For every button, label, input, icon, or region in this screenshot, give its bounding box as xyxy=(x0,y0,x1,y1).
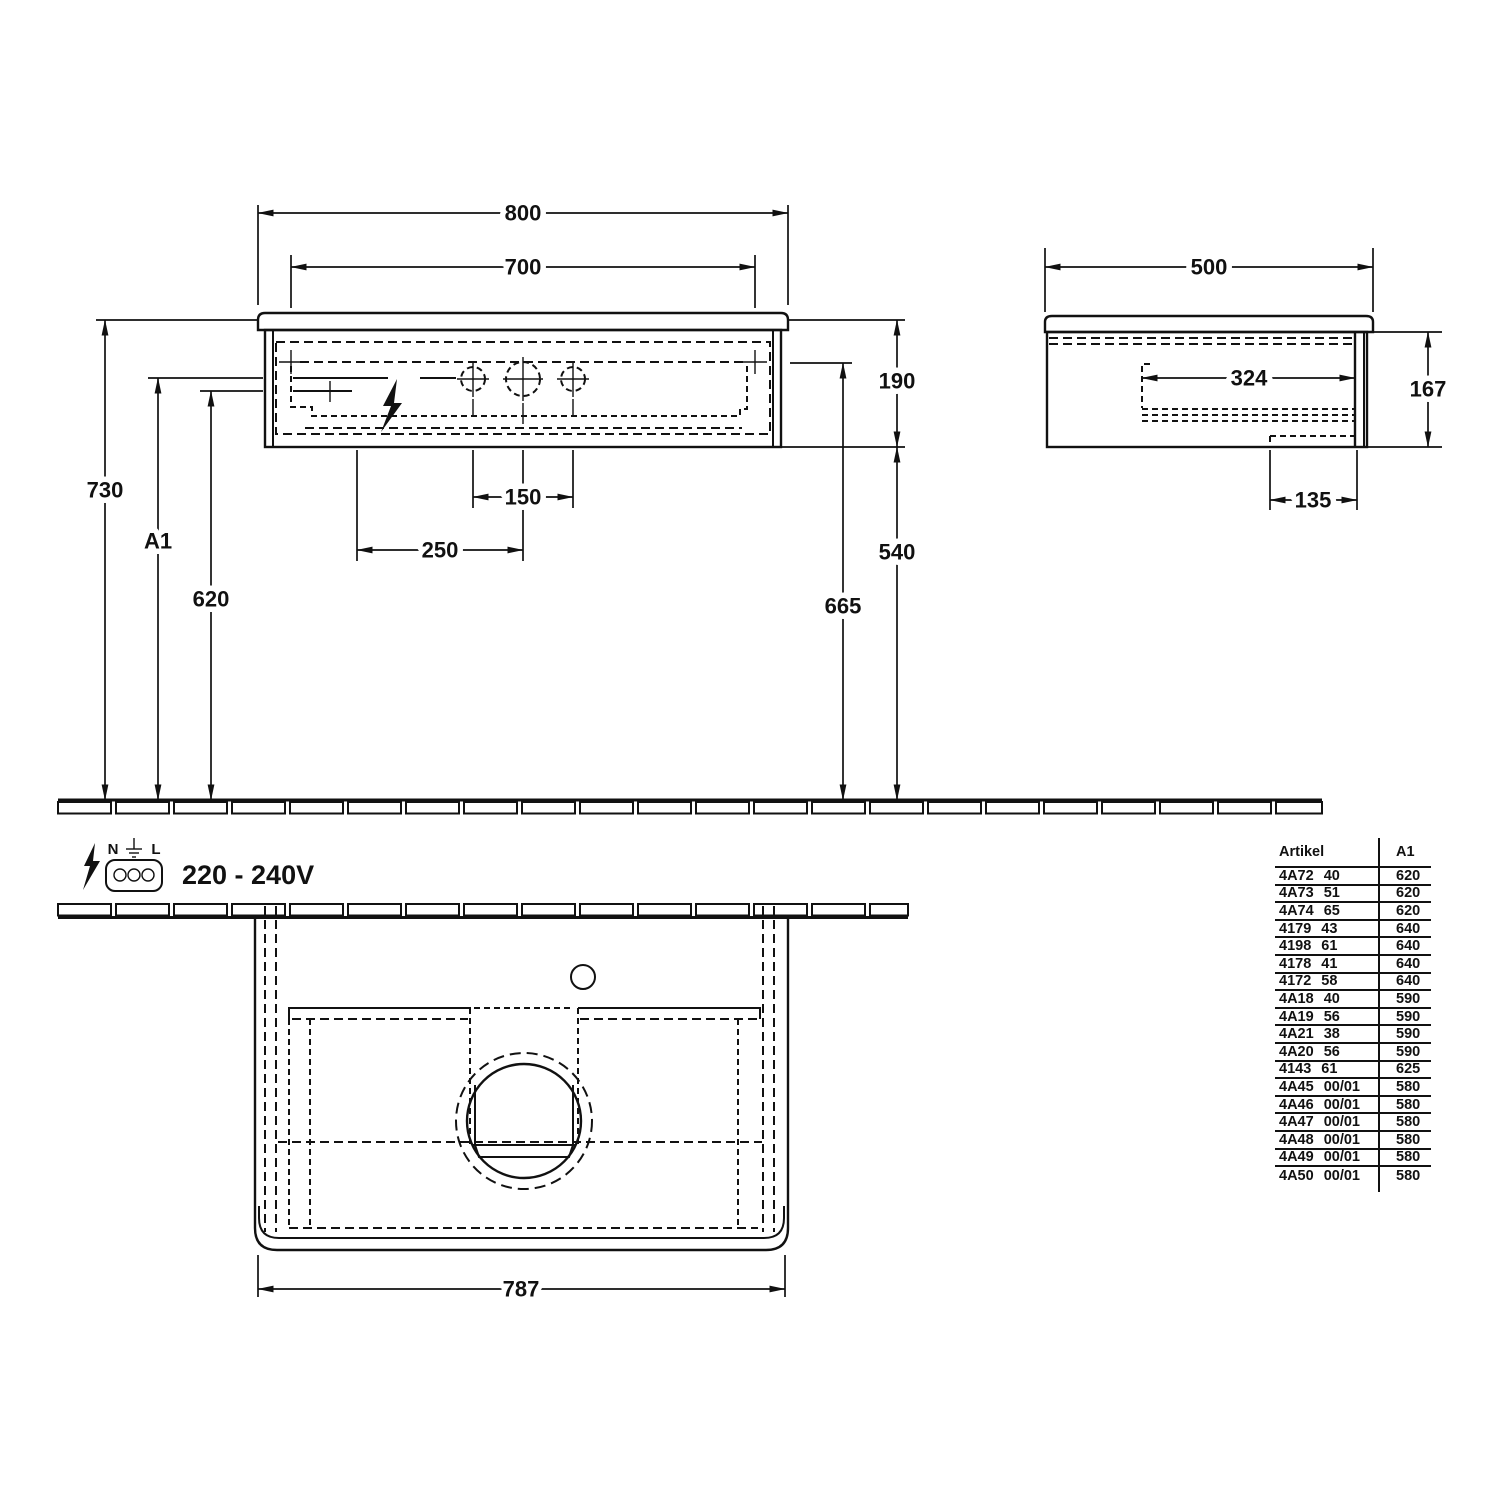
tile xyxy=(638,802,691,814)
tile xyxy=(290,802,343,814)
front-countertop xyxy=(258,313,788,330)
drain-outline xyxy=(475,1145,573,1157)
a1-value-cell: 580 xyxy=(1396,1149,1421,1166)
tile xyxy=(232,904,285,916)
dim-a1-label: A1 xyxy=(143,528,173,554)
table-row xyxy=(1275,1079,1431,1097)
lightning-bolt-icon xyxy=(381,379,402,432)
voltage-label: 220 - 240V xyxy=(182,860,315,890)
a1-value-cell: 580 xyxy=(1396,1114,1421,1131)
wall-tile-band xyxy=(58,904,908,918)
table-row xyxy=(1275,956,1431,974)
power-lightning-icon xyxy=(83,843,100,890)
dim-787-label: 787 xyxy=(502,1276,540,1302)
table-body xyxy=(1275,868,1431,1185)
tile xyxy=(58,802,111,814)
dim-135-label: 135 xyxy=(1294,487,1332,513)
a1-value-cell: 640 xyxy=(1396,920,1421,937)
table-column-divider xyxy=(1378,838,1380,1192)
table-row xyxy=(1275,1167,1431,1185)
tap-hole-right xyxy=(557,363,589,416)
dim-250-label: 250 xyxy=(421,537,459,563)
table-row xyxy=(1275,868,1431,886)
article-cell: 4A48 00/01 xyxy=(1279,1131,1360,1148)
dimension-lines xyxy=(105,213,1428,1289)
table-row xyxy=(1275,991,1431,1009)
dim-150-label: 150 xyxy=(504,484,542,510)
tap-hole-center xyxy=(503,357,543,424)
table-row xyxy=(1275,1114,1431,1132)
basin xyxy=(456,1008,592,1189)
tile xyxy=(812,904,865,916)
dim-540-label: 540 xyxy=(878,539,916,565)
table-row xyxy=(1275,938,1431,956)
tile xyxy=(870,904,908,916)
dim-665-label: 665 xyxy=(824,593,862,619)
table-row xyxy=(1275,886,1431,904)
a1-value-cell: 580 xyxy=(1396,1131,1421,1148)
tile xyxy=(580,904,633,916)
floor-tile-band xyxy=(58,800,1322,814)
tile xyxy=(116,802,169,814)
a1-value-cell: 620 xyxy=(1396,902,1421,919)
dim-700-label: 700 xyxy=(504,254,542,280)
tile xyxy=(406,802,459,814)
tile xyxy=(406,904,459,916)
article-cell: 4A46 00/01 xyxy=(1279,1096,1360,1113)
dim-324-label: 324 xyxy=(1230,365,1268,391)
tile xyxy=(1276,802,1322,814)
article-cell: 4172 58 xyxy=(1279,973,1338,990)
plan-cabinet-outline xyxy=(255,918,788,1250)
dim-190-label: 190 xyxy=(878,368,916,394)
power-socket-icon xyxy=(106,860,162,891)
tile xyxy=(1160,802,1213,814)
article-cell: 4A49 00/01 xyxy=(1279,1149,1360,1166)
tile xyxy=(812,802,865,814)
a1-value-cell: 590 xyxy=(1396,1008,1421,1025)
a1-value-cell: 580 xyxy=(1396,1078,1421,1095)
dim-167-label: 167 xyxy=(1409,376,1447,402)
table-row xyxy=(1275,1009,1431,1027)
a1-value-cell: 620 xyxy=(1396,885,1421,902)
tile xyxy=(1044,802,1097,814)
power-symbol xyxy=(83,838,314,891)
article-cell: 4A45 00/01 xyxy=(1279,1078,1360,1095)
article-cell: 4A18 40 xyxy=(1279,990,1340,1007)
a1-value-cell: 580 xyxy=(1396,1167,1421,1184)
tile xyxy=(870,802,923,814)
tile xyxy=(174,802,227,814)
table-header-artikel: Artikel xyxy=(1279,844,1325,860)
basin-hidden-circle xyxy=(456,1053,592,1189)
dim-620-label: 620 xyxy=(192,586,230,612)
tap-hole-left xyxy=(457,363,489,416)
article-cell: 4198 61 xyxy=(1279,938,1338,955)
tile xyxy=(1218,802,1271,814)
tile xyxy=(696,904,749,916)
tile xyxy=(58,904,111,916)
tile xyxy=(638,904,691,916)
article-cell: 4143 61 xyxy=(1279,1061,1338,1078)
tile xyxy=(696,802,749,814)
article-cell: 4A74 65 xyxy=(1279,902,1340,919)
basin-circle xyxy=(467,1064,581,1178)
side-countertop xyxy=(1045,316,1373,332)
table-row xyxy=(1275,921,1431,939)
article-cell: 4A47 00/01 xyxy=(1279,1114,1360,1131)
table-header-row xyxy=(1275,838,1431,868)
table-row xyxy=(1275,1097,1431,1115)
article-cell: 4A73 51 xyxy=(1279,885,1340,902)
article-cell: 4179 43 xyxy=(1279,920,1338,937)
a1-value-cell: 580 xyxy=(1396,1096,1421,1113)
article-cell: 4A21 38 xyxy=(1279,1026,1340,1043)
a1-value-cell: 590 xyxy=(1396,1043,1421,1060)
tile xyxy=(232,802,285,814)
tile xyxy=(464,802,517,814)
a1-value-cell: 620 xyxy=(1396,867,1421,884)
table-row xyxy=(1275,1150,1431,1168)
dim-800-label: 800 xyxy=(504,200,542,226)
a1-value-cell: 640 xyxy=(1396,955,1421,972)
table-row xyxy=(1275,1062,1431,1080)
tile xyxy=(986,802,1039,814)
table-header-a1: A1 xyxy=(1396,844,1415,860)
a1-value-cell: 590 xyxy=(1396,1026,1421,1043)
tile xyxy=(522,802,575,814)
tile xyxy=(348,802,401,814)
table-row xyxy=(1275,1044,1431,1062)
ground-icon xyxy=(126,838,142,857)
tile xyxy=(522,904,575,916)
tile xyxy=(116,904,169,916)
article-cell: 4A72 40 xyxy=(1279,867,1340,884)
table-row xyxy=(1275,1132,1431,1150)
a1-value-cell: 590 xyxy=(1396,990,1421,1007)
side-view xyxy=(1045,316,1373,447)
article-cell: 4A19 56 xyxy=(1279,1008,1340,1025)
tile xyxy=(580,802,633,814)
parts-table xyxy=(1275,838,1431,1185)
plan-inner-rim xyxy=(259,1206,784,1238)
tile xyxy=(174,904,227,916)
tile xyxy=(928,802,981,814)
tile xyxy=(348,904,401,916)
plan-view xyxy=(255,906,788,1250)
side-cabinet-body xyxy=(1047,332,1367,447)
plug-live-label: L xyxy=(151,841,161,858)
plug-neutral-label: N xyxy=(107,841,119,858)
table-row xyxy=(1275,1026,1431,1044)
tile xyxy=(754,904,807,916)
front-view xyxy=(258,313,788,447)
table-row xyxy=(1275,903,1431,921)
tap-hole-plan xyxy=(571,965,595,989)
article-cell: 4178 41 xyxy=(1279,955,1338,972)
table-row xyxy=(1275,974,1431,992)
article-cell: 4A20 56 xyxy=(1279,1043,1340,1060)
a1-value-cell: 640 xyxy=(1396,973,1421,990)
tile xyxy=(754,802,807,814)
mount-cross-left xyxy=(279,350,303,374)
a1-value-cell: 625 xyxy=(1396,1061,1421,1078)
tile xyxy=(290,904,343,916)
dim-500-label: 500 xyxy=(1190,254,1228,280)
article-cell: 4A50 00/01 xyxy=(1279,1167,1360,1184)
dim-730-label: 730 xyxy=(86,477,124,503)
tile xyxy=(464,904,517,916)
a1-value-cell: 640 xyxy=(1396,938,1421,955)
tile xyxy=(1102,802,1155,814)
